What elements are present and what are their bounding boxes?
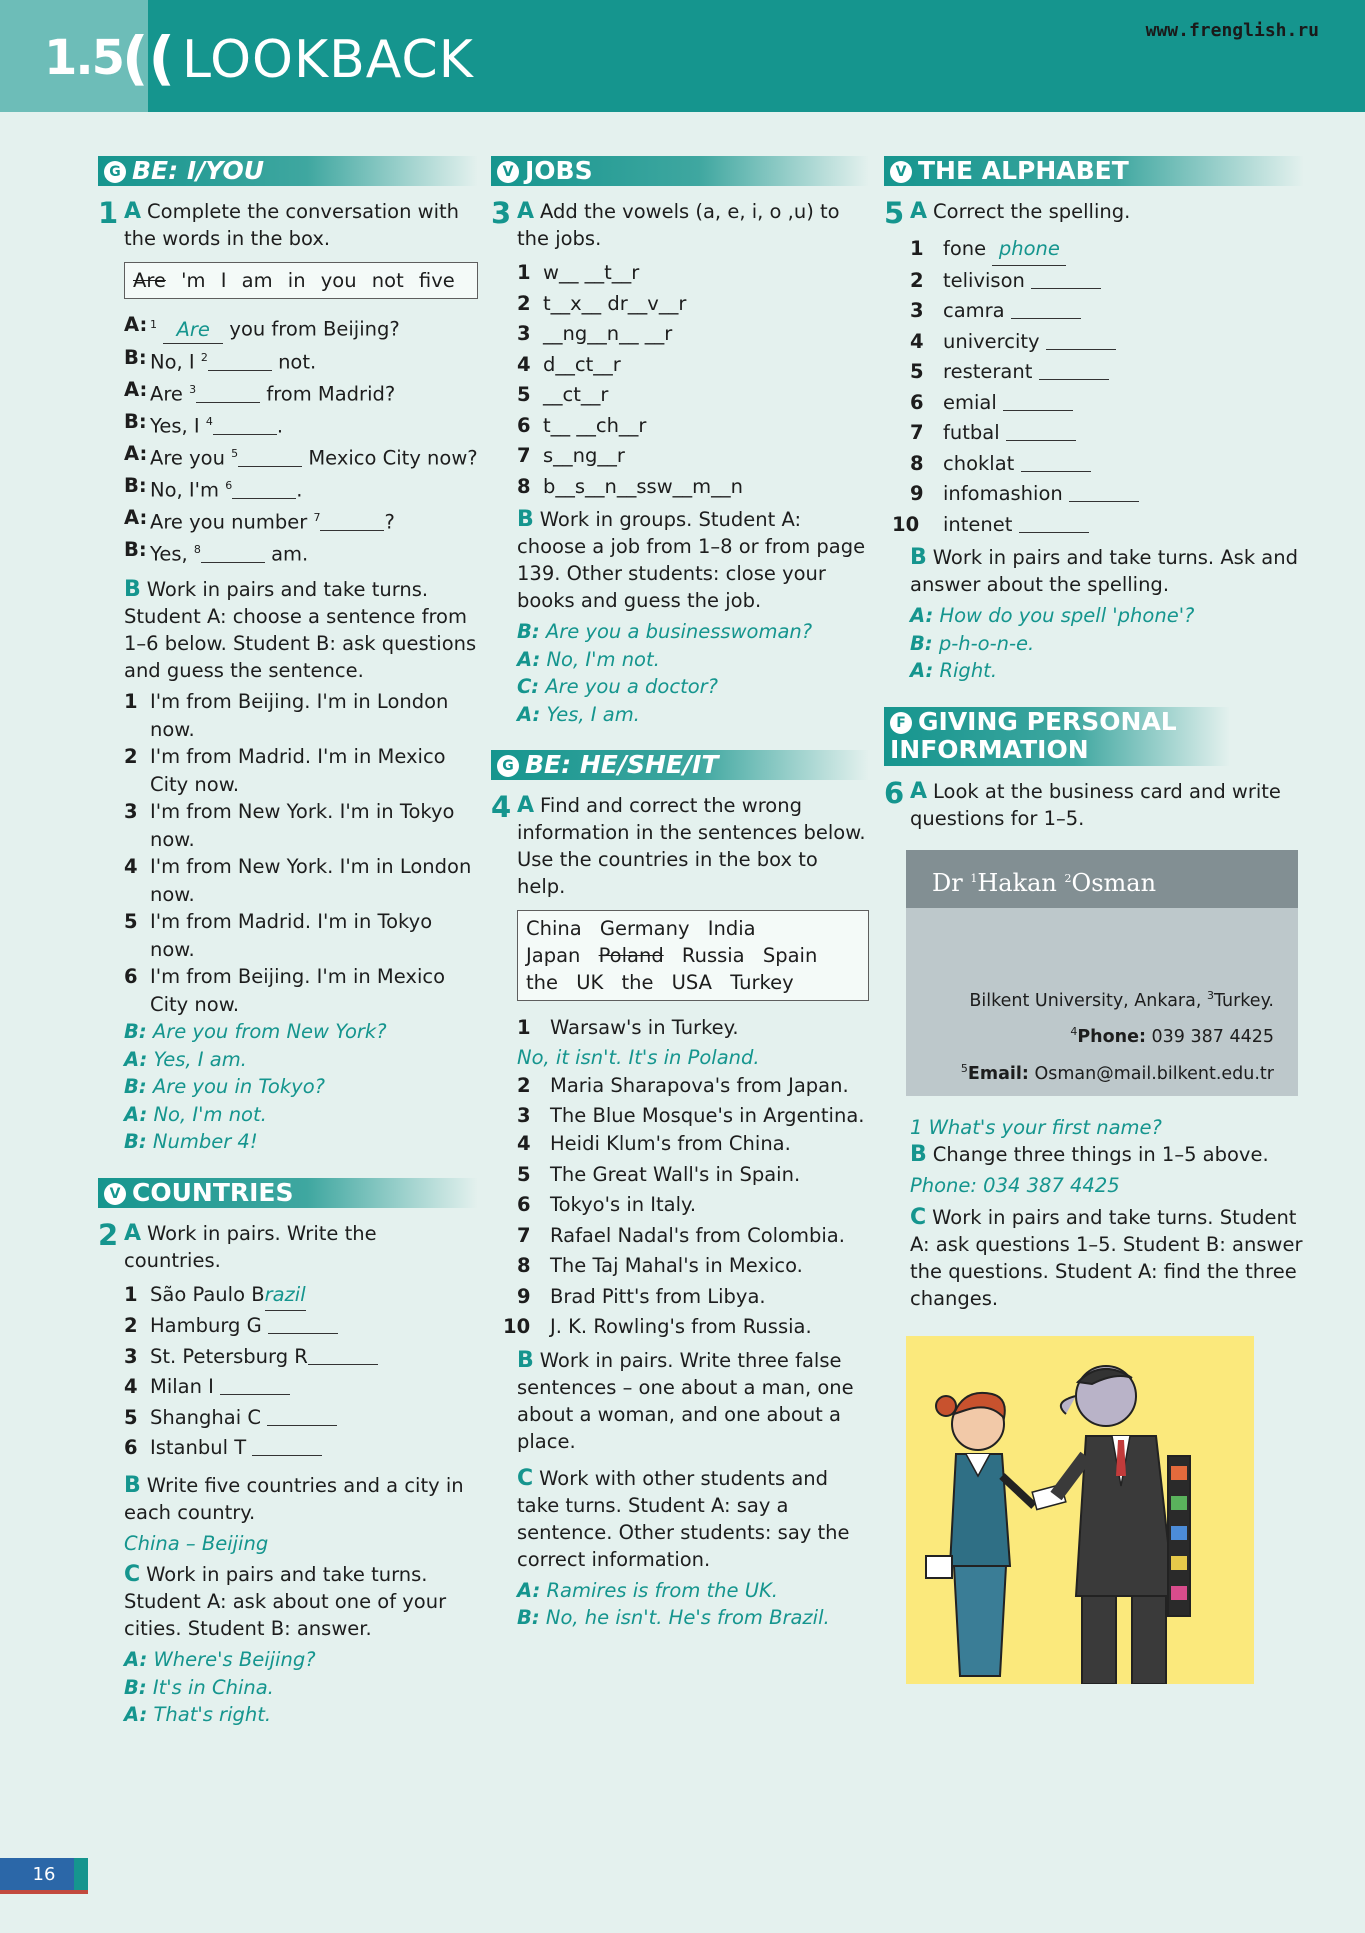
- exercise-4a: 4 A Find and correct the wrong information in the sentences below. Use the countries in the box to help.: [491, 790, 866, 898]
- dialogue-line: A: $^1$ Are you from Beijing?: [124, 311, 478, 344]
- list-item: 6 t__ __ch__r: [517, 413, 647, 437]
- list-item: 6 Tokyo's in Italy.: [517, 1193, 697, 1216]
- dialogue: [98, 311, 478, 568]
- list-item: 2 Hamburg G: [124, 1311, 478, 1342]
- model-line: A: Right.: [910, 659, 998, 682]
- model-line: B: Are you in Tokyo?: [124, 1075, 325, 1098]
- model-line: B: Are you a businesswoman?: [517, 620, 813, 643]
- answer-blank[interactable]: [1021, 453, 1091, 472]
- answer-blank[interactable]: [220, 1376, 290, 1395]
- list-item: 3 The Blue Mosque's in Argentina.: [517, 1103, 865, 1127]
- list-item: 4 d__ct__r: [517, 352, 621, 376]
- jobs-list: [491, 258, 869, 502]
- model-line: A: Ramires is from the UK.: [517, 1578, 778, 1602]
- cartoon-illustration: [906, 1336, 1254, 1684]
- vocabulary-badge-icon: V: [104, 1183, 126, 1205]
- model-line: B: It's in China.: [124, 1675, 274, 1699]
- column-3: [884, 152, 1304, 1684]
- model-dialogue: [491, 618, 869, 728]
- page-header: [0, 0, 1365, 112]
- model-line: B: Are you from New York?: [124, 1020, 387, 1043]
- list-item: 2 I'm from Madrid. I'm in Mexico City now.: [124, 745, 446, 796]
- list-item: 10 intenet: [892, 510, 1304, 541]
- column-1: [98, 152, 478, 1729]
- answer-blank[interactable]: [252, 1437, 322, 1456]
- list-item: 4 univercity: [910, 327, 1304, 358]
- watermark-url: www.frenglish.ru: [1145, 20, 1319, 41]
- answer-blank[interactable]: [320, 512, 384, 531]
- model-line: C: Are you a doctor?: [517, 675, 719, 698]
- list-item: 4 I'm from New York. I'm in London now.: [124, 855, 472, 906]
- answer-blank[interactable]: [232, 480, 296, 499]
- grammar-badge-icon: G: [104, 161, 126, 183]
- exercise-number: 3: [491, 196, 512, 230]
- list-item: 6 I'm from Beijing. I'm in Mexico City now.: [124, 965, 446, 1016]
- model-line: B: p-h-o-n-e.: [910, 631, 1035, 655]
- vocabulary-badge-icon: V: [497, 161, 519, 183]
- exercise-6c: C Work in pairs and take turns. Student A: ask questions 1–5. Student B: answer the questions. Student A: find the three changes.: [910, 1204, 1303, 1310]
- model-line: Phone: 034 387 4425: [910, 1174, 1120, 1197]
- card-email: $^5$Email: Osman@mail.bilkent.edu.tr: [960, 1062, 1274, 1084]
- model-line: A: Yes, I am.: [124, 1047, 247, 1071]
- list-item: 1 fone phone: [910, 234, 1304, 266]
- dialogue-line: B: No, I $^2$ not.: [124, 346, 317, 374]
- list-item: 5 The Great Wall's in Spain.: [517, 1162, 801, 1186]
- answer-blank[interactable]: [201, 544, 265, 563]
- answer-blank[interactable]: [1039, 361, 1109, 380]
- card-name: Dr $^1$Hakan $^2$Osman: [906, 850, 1298, 908]
- exercise-6b: B Change three things in 1–5 above.: [910, 1142, 1269, 1167]
- model-dialogue: [98, 1646, 478, 1729]
- answer-blank[interactable]: [196, 384, 260, 403]
- answer-blank[interactable]: [268, 1315, 338, 1334]
- list-item: 4 Milan I: [124, 1372, 478, 1403]
- page-title: LOOKBACK: [182, 30, 474, 90]
- model-line: A: No, I'm not.: [517, 647, 660, 671]
- audio-wave-icon: ((: [122, 24, 176, 92]
- list-item: 8 choklat: [910, 449, 1304, 480]
- list-item: 3 camra: [910, 296, 1304, 327]
- list-item: 1 Warsaw's in Turkey.: [517, 1016, 739, 1039]
- list-item: 3 St. Petersburg R: [124, 1342, 478, 1373]
- answer-blank[interactable]: Are: [163, 316, 223, 345]
- exercise-5b: B Work in pairs and take turns. Ask and answer about the spelling.: [910, 545, 1298, 596]
- exercise-1b: B Work in pairs and take turns. Student A: choose a sentence from 1–6 below. Student B: ask questions and guess the sentence.: [124, 577, 477, 682]
- answer-blank[interactable]: [1006, 422, 1076, 441]
- list-item: 8 b__s__n__ssw__m__n: [517, 474, 744, 498]
- exercise-5a: 5 A Correct the spelling.: [884, 196, 1131, 230]
- answer-blank[interactable]: [1011, 300, 1081, 319]
- grammar-badge-icon: G: [497, 755, 519, 777]
- exercise-number: 6: [884, 775, 905, 810]
- section-header-be-i-you: G BE: I/YOU: [98, 156, 478, 186]
- sentence-list: [98, 688, 478, 1018]
- model-dialogue: [884, 602, 1304, 685]
- function-badge-icon: F: [890, 712, 912, 734]
- business-card-exchange-illustration: [906, 1336, 1254, 1684]
- model-line: A: That's right.: [124, 1703, 272, 1726]
- column-2: [491, 152, 869, 1632]
- exercise-number: 4: [491, 790, 512, 824]
- dialogue-line: A: Are you number $^7$ ?: [124, 506, 395, 534]
- model-line: B: Number 4!: [124, 1130, 258, 1153]
- model-line: A: Yes, I am.: [517, 702, 640, 726]
- list-item: 7 s__ng__r: [517, 444, 625, 467]
- dialogue-line: A: Are $^3$ from Madrid?: [124, 378, 396, 406]
- answer-blank[interactable]: [238, 448, 302, 467]
- business-card: [906, 850, 1298, 1096]
- answer-blank[interactable]: [1019, 514, 1089, 533]
- exercise-number: 5: [884, 196, 905, 230]
- list-item: 10 J. K. Rowling's from Russia.: [503, 1315, 812, 1338]
- list-item: 7 futbal: [910, 418, 1304, 449]
- list-item: 8 The Taj Mahal's in Mexico.: [517, 1254, 803, 1277]
- exercise-1a: 1 A Complete the conversation with the words in the box.: [98, 196, 460, 250]
- dialogue-line: B: Yes, $^8$ am.: [124, 538, 309, 566]
- exercise-number: 2: [98, 1217, 119, 1252]
- card-details: [961, 980, 1274, 1090]
- model-dialogue: [98, 1018, 478, 1156]
- answer-blank[interactable]: [1069, 483, 1139, 502]
- answer-blank[interactable]: razil: [265, 1280, 306, 1312]
- list-item: 6 Istanbul T: [124, 1433, 478, 1464]
- vocabulary-badge-icon: V: [890, 161, 912, 183]
- country-box: China Germany India Japan Poland Russia Spain the UK the USA Turkey: [517, 910, 869, 1001]
- sentence-list: [491, 1071, 869, 1343]
- exercise-4b: B Work in pairs. Write three false sentences – one about a man, one about a woman, and one about a place.: [517, 1347, 854, 1453]
- model-line: 1 What's your first name?: [910, 1115, 1162, 1139]
- list-item: 1 São Paulo Brazil: [124, 1280, 478, 1312]
- list-item: 9 Brad Pitt's from Libya.: [517, 1284, 766, 1308]
- dialogue-line: A: Are you $^5$ Mexico City now?: [124, 442, 478, 470]
- section-header-be-he-she-it: G BE: HE/SHE/IT: [491, 750, 869, 780]
- answer-blank[interactable]: [267, 1407, 337, 1426]
- exercise-6a: 6 A Look at the business card and write questions for 1–5.: [884, 775, 1281, 830]
- list-item: 2 telivison: [910, 266, 1304, 297]
- word-box: Are 'm I am in you not five: [124, 262, 478, 299]
- model-line: A: How do you spell 'phone'?: [910, 604, 1195, 627]
- list-item: 5 I'm from Madrid. I'm in Tokyo now.: [124, 910, 433, 961]
- model-line: A: No, I'm not.: [124, 1102, 267, 1126]
- model-line: No, it isn't. It's in Poland.: [517, 1045, 760, 1069]
- answer-blank[interactable]: [1031, 270, 1101, 289]
- list-item: 4 Heidi Klum's from China.: [517, 1132, 791, 1155]
- section-header-personal-info: F GIVING PERSONAL INFORMATION: [884, 707, 1230, 766]
- exercise-3a: 3 A Add the vowels (a, e, i, o ,u) to the jobs.: [491, 196, 840, 250]
- model-line: A: Where's Beijing?: [124, 1648, 316, 1671]
- exercise-3b: B Work in groups. Student A: choose a job from 1–8 or from page 139. Other students: close your books and guess the job.: [517, 507, 866, 612]
- list-item: 2 Maria Sharapova's from Japan.: [517, 1074, 849, 1097]
- card-address: Bilkent University, Ankara, $^3$Turkey.: [969, 988, 1274, 1011]
- list-item: 1 I'm from Beijing. I'm in London now.: [124, 690, 449, 741]
- list-item: 5 resterant: [910, 357, 1304, 388]
- model-line: China – Beijing: [124, 1531, 269, 1555]
- model-line: B: No, he isn't. He's from Brazil.: [517, 1606, 830, 1629]
- model-dialogue: [491, 1577, 869, 1632]
- answer-blank[interactable]: [1003, 392, 1073, 411]
- page-number-accent: [0, 1890, 88, 1894]
- list-item: 9 infomashion: [910, 479, 1304, 510]
- answer-blank[interactable]: [213, 416, 277, 435]
- dialogue-line: B: No, I'm $^6$ .: [124, 474, 303, 502]
- answer-blank[interactable]: [208, 352, 272, 371]
- answer-blank[interactable]: [308, 1346, 378, 1365]
- exercise-2b: B Write five countries and a city in each country.: [124, 1472, 464, 1524]
- exercise-2c: C Work in pairs and take turns. Student A: ask about one of your cities. Student B: answer.: [124, 1562, 447, 1640]
- section-header-alphabet: V THE ALPHABET: [884, 156, 1304, 186]
- section-header-jobs: V JOBS: [491, 156, 869, 186]
- country-list: [98, 1280, 478, 1464]
- dialogue-line: B: Yes, I $^4$ .: [124, 410, 284, 438]
- answer-blank[interactable]: phone: [992, 234, 1066, 266]
- exercise-2a: 2 A Work in pairs. Write the countries.: [98, 1217, 377, 1272]
- instruction: Complete the conversation with the words in the box.: [124, 200, 460, 250]
- unit-number: 1.5: [44, 30, 124, 86]
- list-item: 6 emial: [910, 388, 1304, 419]
- spelling-list: [884, 234, 1304, 540]
- answer-blank[interactable]: [1046, 331, 1116, 350]
- list-item: 3 __ng__n__ __r: [517, 322, 673, 345]
- list-item: 5 Shanghai C: [124, 1403, 478, 1434]
- card-phone: $^4$Phone: 039 387 4425: [1070, 1025, 1274, 1048]
- exercise-4c: C Work with other students and take turns. Student A: say a sentence. Other students: say the correct information.: [517, 1465, 850, 1571]
- page-number: 16: [0, 1858, 88, 1892]
- list-item: 7 Rafael Nadal's from Colombia.: [517, 1223, 845, 1247]
- list-item: 5 __ct__r: [517, 383, 609, 406]
- section-header-countries: V COUNTRIES: [98, 1178, 478, 1208]
- list-item: 1 w__ __t__r: [517, 261, 640, 284]
- list-item: 2 t__x__ dr__v__r: [517, 291, 687, 315]
- exercise-number: 1: [98, 196, 119, 230]
- list-item: 3 I'm from New York. I'm in Tokyo now.: [124, 800, 455, 851]
